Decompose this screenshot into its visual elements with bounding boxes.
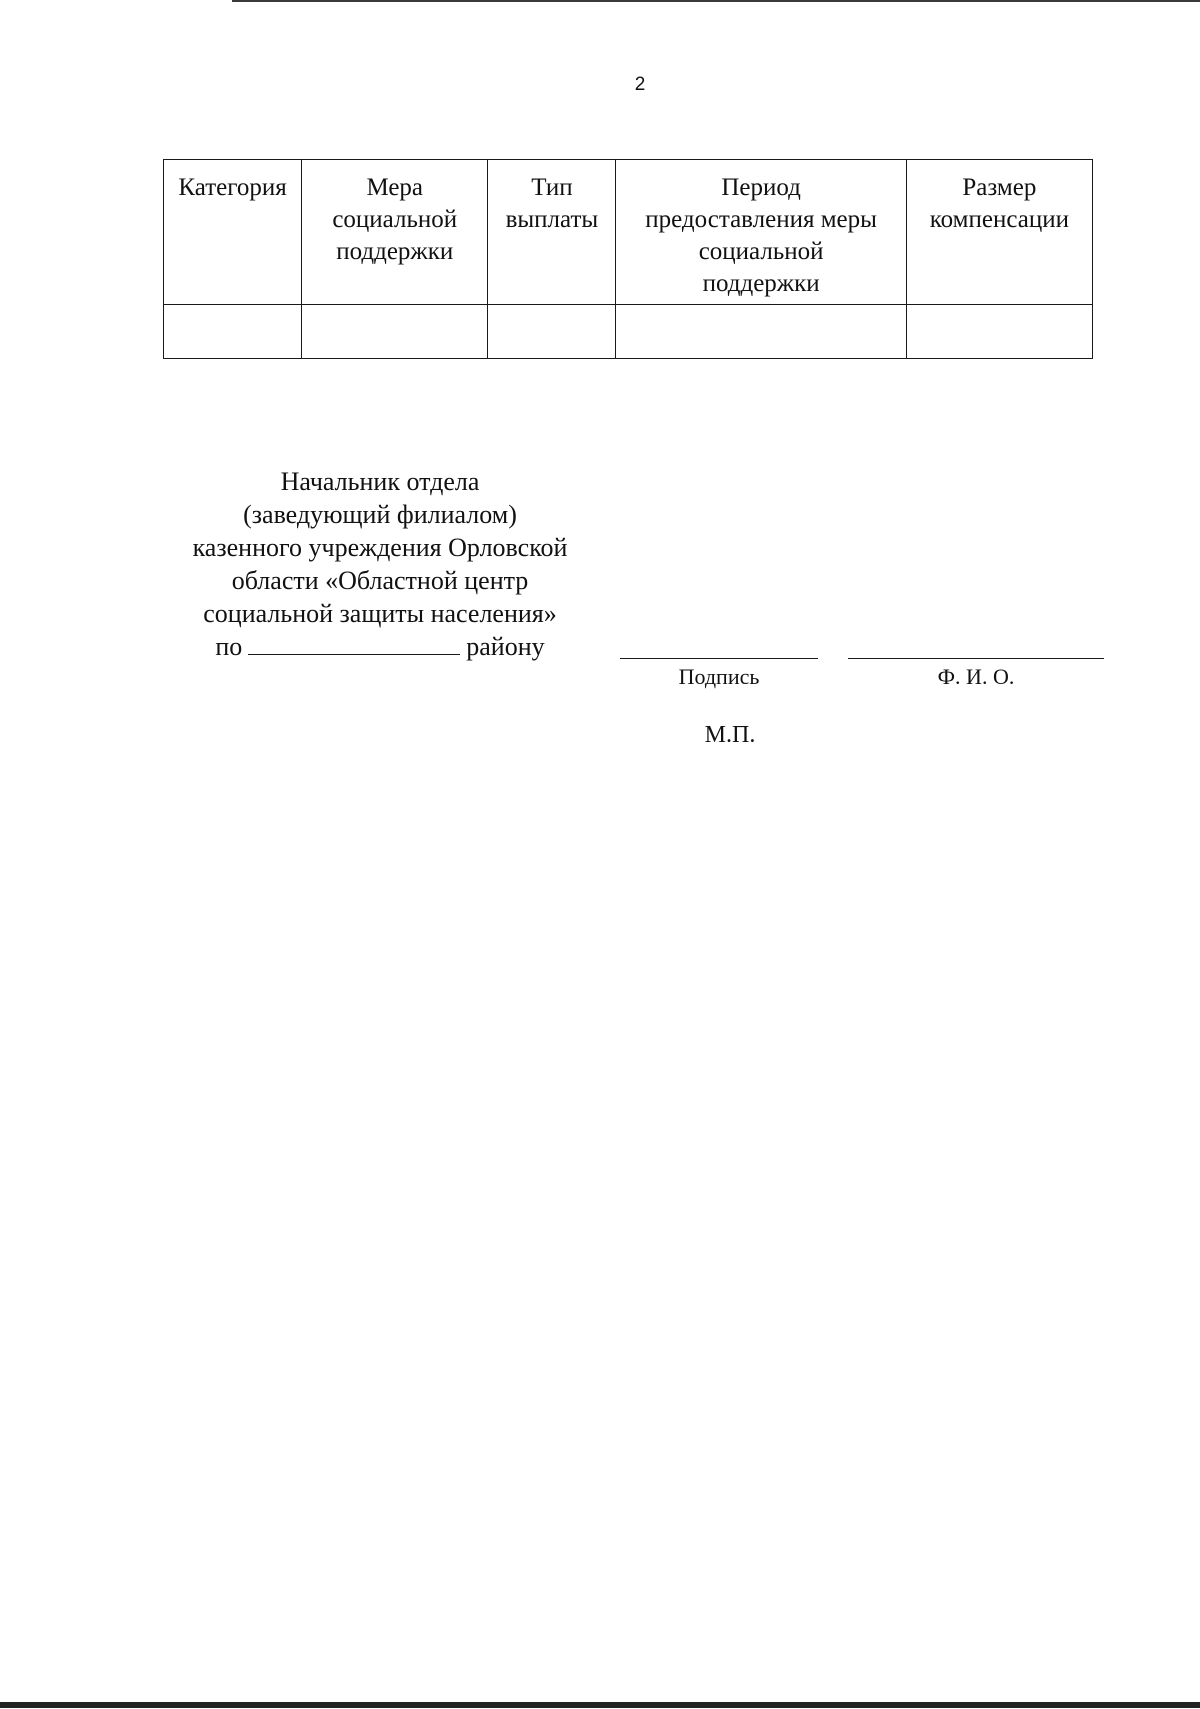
header-line: выплаты bbox=[505, 206, 599, 233]
header-category-line: Категория bbox=[178, 174, 287, 201]
header-line: Тип bbox=[531, 174, 573, 201]
district-prefix: по bbox=[215, 632, 243, 661]
social-support-table bbox=[163, 159, 1093, 359]
signer-line: области «Областной центр bbox=[231, 566, 529, 595]
district-blank bbox=[248, 632, 460, 655]
header-line: Период bbox=[721, 174, 801, 201]
signer-line: социальной защиты населения» bbox=[203, 599, 557, 628]
scan-bottom-edge bbox=[0, 1702, 1200, 1708]
fio-caption: Ф. И. О. bbox=[937, 664, 1015, 689]
header-category bbox=[164, 160, 302, 305]
signature-caption: Подпись bbox=[678, 664, 760, 689]
signature-blank-line bbox=[620, 658, 818, 659]
table-cell-payment-type bbox=[488, 305, 616, 359]
header-compensation-amount bbox=[906, 160, 1092, 305]
district-suffix: району bbox=[466, 632, 545, 661]
signer-line: казенного учреждения Орловской bbox=[192, 533, 568, 562]
scan-top-edge bbox=[232, 0, 1200, 2]
signer-district-line bbox=[150, 630, 610, 663]
header-line: Мера bbox=[366, 174, 424, 201]
header-line: социальной bbox=[332, 206, 458, 233]
signer-line: Начальник отдела bbox=[280, 467, 480, 496]
fio-blank-line bbox=[848, 658, 1104, 659]
header-line: предоставления меры bbox=[645, 206, 877, 233]
table-row bbox=[164, 305, 1093, 359]
signer-title bbox=[150, 465, 610, 663]
table-cell-support-measure bbox=[302, 305, 488, 359]
header-support-period bbox=[616, 160, 906, 305]
stamp-placeholder: М.П. bbox=[704, 722, 756, 748]
table-header-row bbox=[164, 160, 1093, 305]
header-line: Размер bbox=[962, 174, 1037, 201]
table-cell-support-period bbox=[616, 305, 906, 359]
table-cell-compensation-amount bbox=[906, 305, 1092, 359]
header-support-measure bbox=[302, 160, 488, 305]
header-line: поддержки bbox=[702, 270, 820, 297]
header-line: компенсации bbox=[929, 206, 1069, 233]
page-number: 2 bbox=[634, 74, 646, 95]
table-cell-category bbox=[164, 305, 302, 359]
header-line: социальной bbox=[698, 238, 824, 265]
header-line: поддержки bbox=[336, 238, 454, 265]
signer-line: (заведующий филиалом) bbox=[243, 500, 517, 529]
header-payment-type bbox=[488, 160, 616, 305]
